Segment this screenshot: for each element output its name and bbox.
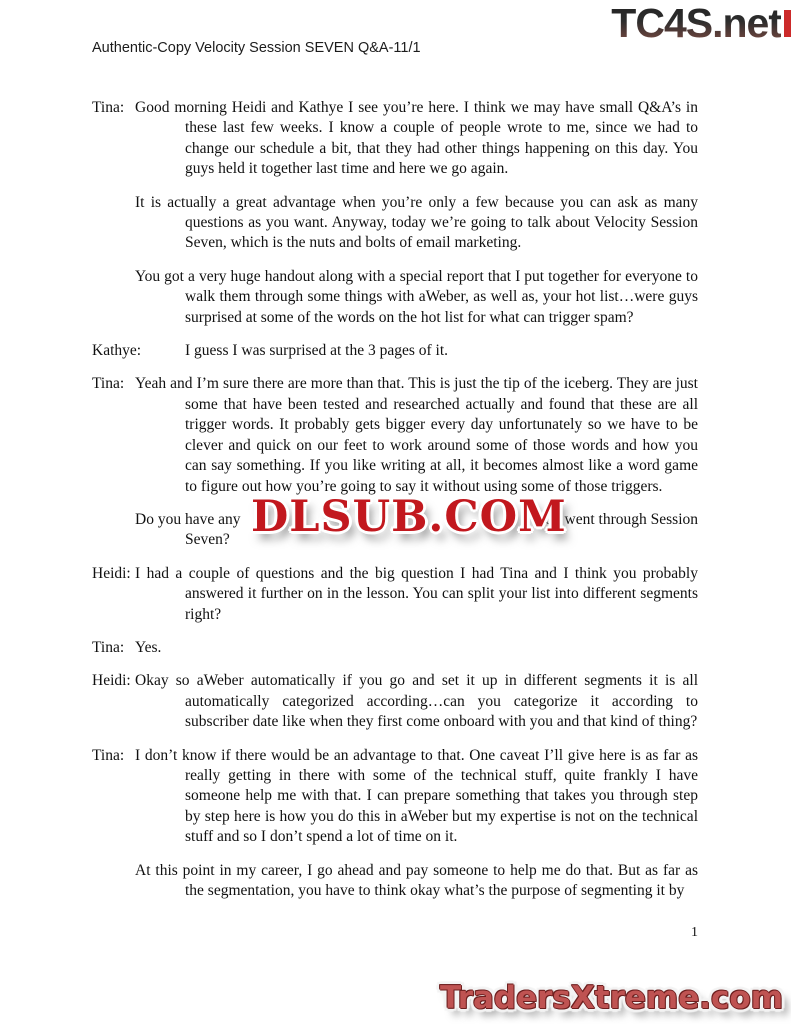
paragraph-text: You got a very huge handout along with a special report that I put together for everyone to walk them through some things with aWeber, as well as, your hot list…were guys surprised at some of the words on the hot list for what can trigger spam? <box>135 267 698 326</box>
transcript-paragraph <box>92 193 698 254</box>
paragraph-text: Okay so aWeber automatically if you go and set it up in different segments it is all automatically categorized according…can you categorize it according to subscriber date like when they first come onboard with you and that kind of thing? <box>135 672 698 731</box>
page-number: 1 <box>691 925 698 940</box>
speaker-label: Tina: <box>92 746 125 764</box>
tradersxtreme-site-logo: TradersXtreme.com <box>439 980 783 1016</box>
paragraph-text-after-watermark: ou went through Session <box>545 510 698 528</box>
paragraph-text-second-line: Seven? <box>185 531 230 549</box>
tc4s-site-logo: TC4S.net <box>611 0 781 46</box>
transcript-paragraph <box>92 98 698 180</box>
speaker-label: Tina: <box>92 375 125 393</box>
paragraph-text: It is actually a great advantage when you’re only a few because you can ask as many questions as you want. Anyway, today we’re going to talk about Velocity Session Seven, which is the nuts and bolts of email marketing. <box>135 193 698 252</box>
transcript-paragraph <box>92 374 698 496</box>
paragraph-text: Good morning Heidi and Kathye I see you’re here. I think we may have small Q&A’s in these last few weeks. I know a couple of people wrote to me, since we had to change our schedule a bit, that they had other things happening on this day. You guys held it together last time and here we go again. <box>135 99 698 178</box>
transcript-paragraph <box>92 638 698 658</box>
speaker-label: Tina: <box>92 99 125 116</box>
paragraph-text-before-watermark: Do you have any <box>135 510 241 528</box>
speaker-label: Tina: <box>92 638 125 656</box>
red-edge-mark <box>784 10 791 37</box>
speaker-label: Kathye: <box>92 342 142 360</box>
speaker-label: Heidi: <box>92 672 131 690</box>
transcript-paragraph <box>92 746 698 848</box>
speaker-label: Heidi: <box>92 564 131 582</box>
paragraph-text: I don’t know if there would be an advantage to that. One caveat I’ll give here is as far as really getting in there with some of the technical stuff, quite frankly I have someone help me with that. I can prepare something that takes you through step by step here is how you do this in aWeber but my expertise is not on the technical stuff and so I don’t spend a lot of time on it. <box>135 746 698 846</box>
paragraph-text: I guess I was surprised at the 3 pages of it. <box>185 342 449 360</box>
paragraph-text: At this point in my career, I go ahead and pay someone to help me do that. But as far as the segmentation, you have to think okay what’s the purpose of segmenting it by <box>135 861 698 899</box>
transcript-paragraph <box>92 671 698 732</box>
transcript-paragraph <box>92 564 698 625</box>
paragraph-text: Yes. <box>135 638 162 656</box>
dlsub-watermark: DLSUB.COM <box>251 492 567 542</box>
transcript-paragraph <box>92 267 698 328</box>
transcript-paragraph <box>92 341 698 361</box>
transcript-paragraph <box>92 861 698 902</box>
paragraph-text: I had a couple of questions and the big question I had Tina and I think you probably answered it further on in the lesson. You can split your list into different segments right? <box>135 564 698 623</box>
paragraph-text: Yeah and I’m sure there are more than that. This is just the tip of the iceberg. They are just some that have been tested and researched actually and found that these are all trigger words. It probably gets bigger every day unfortunately so we have to be clever and quick on our feet to work around some of those words and how you can say something. If you like writing at all, it becomes almost like a word game to figure out how you’re going to say it without using some of those triggers. <box>135 375 698 495</box>
document-header-title: Authentic-Copy Velocity Session SEVEN Q&A-11/1 <box>92 40 421 56</box>
